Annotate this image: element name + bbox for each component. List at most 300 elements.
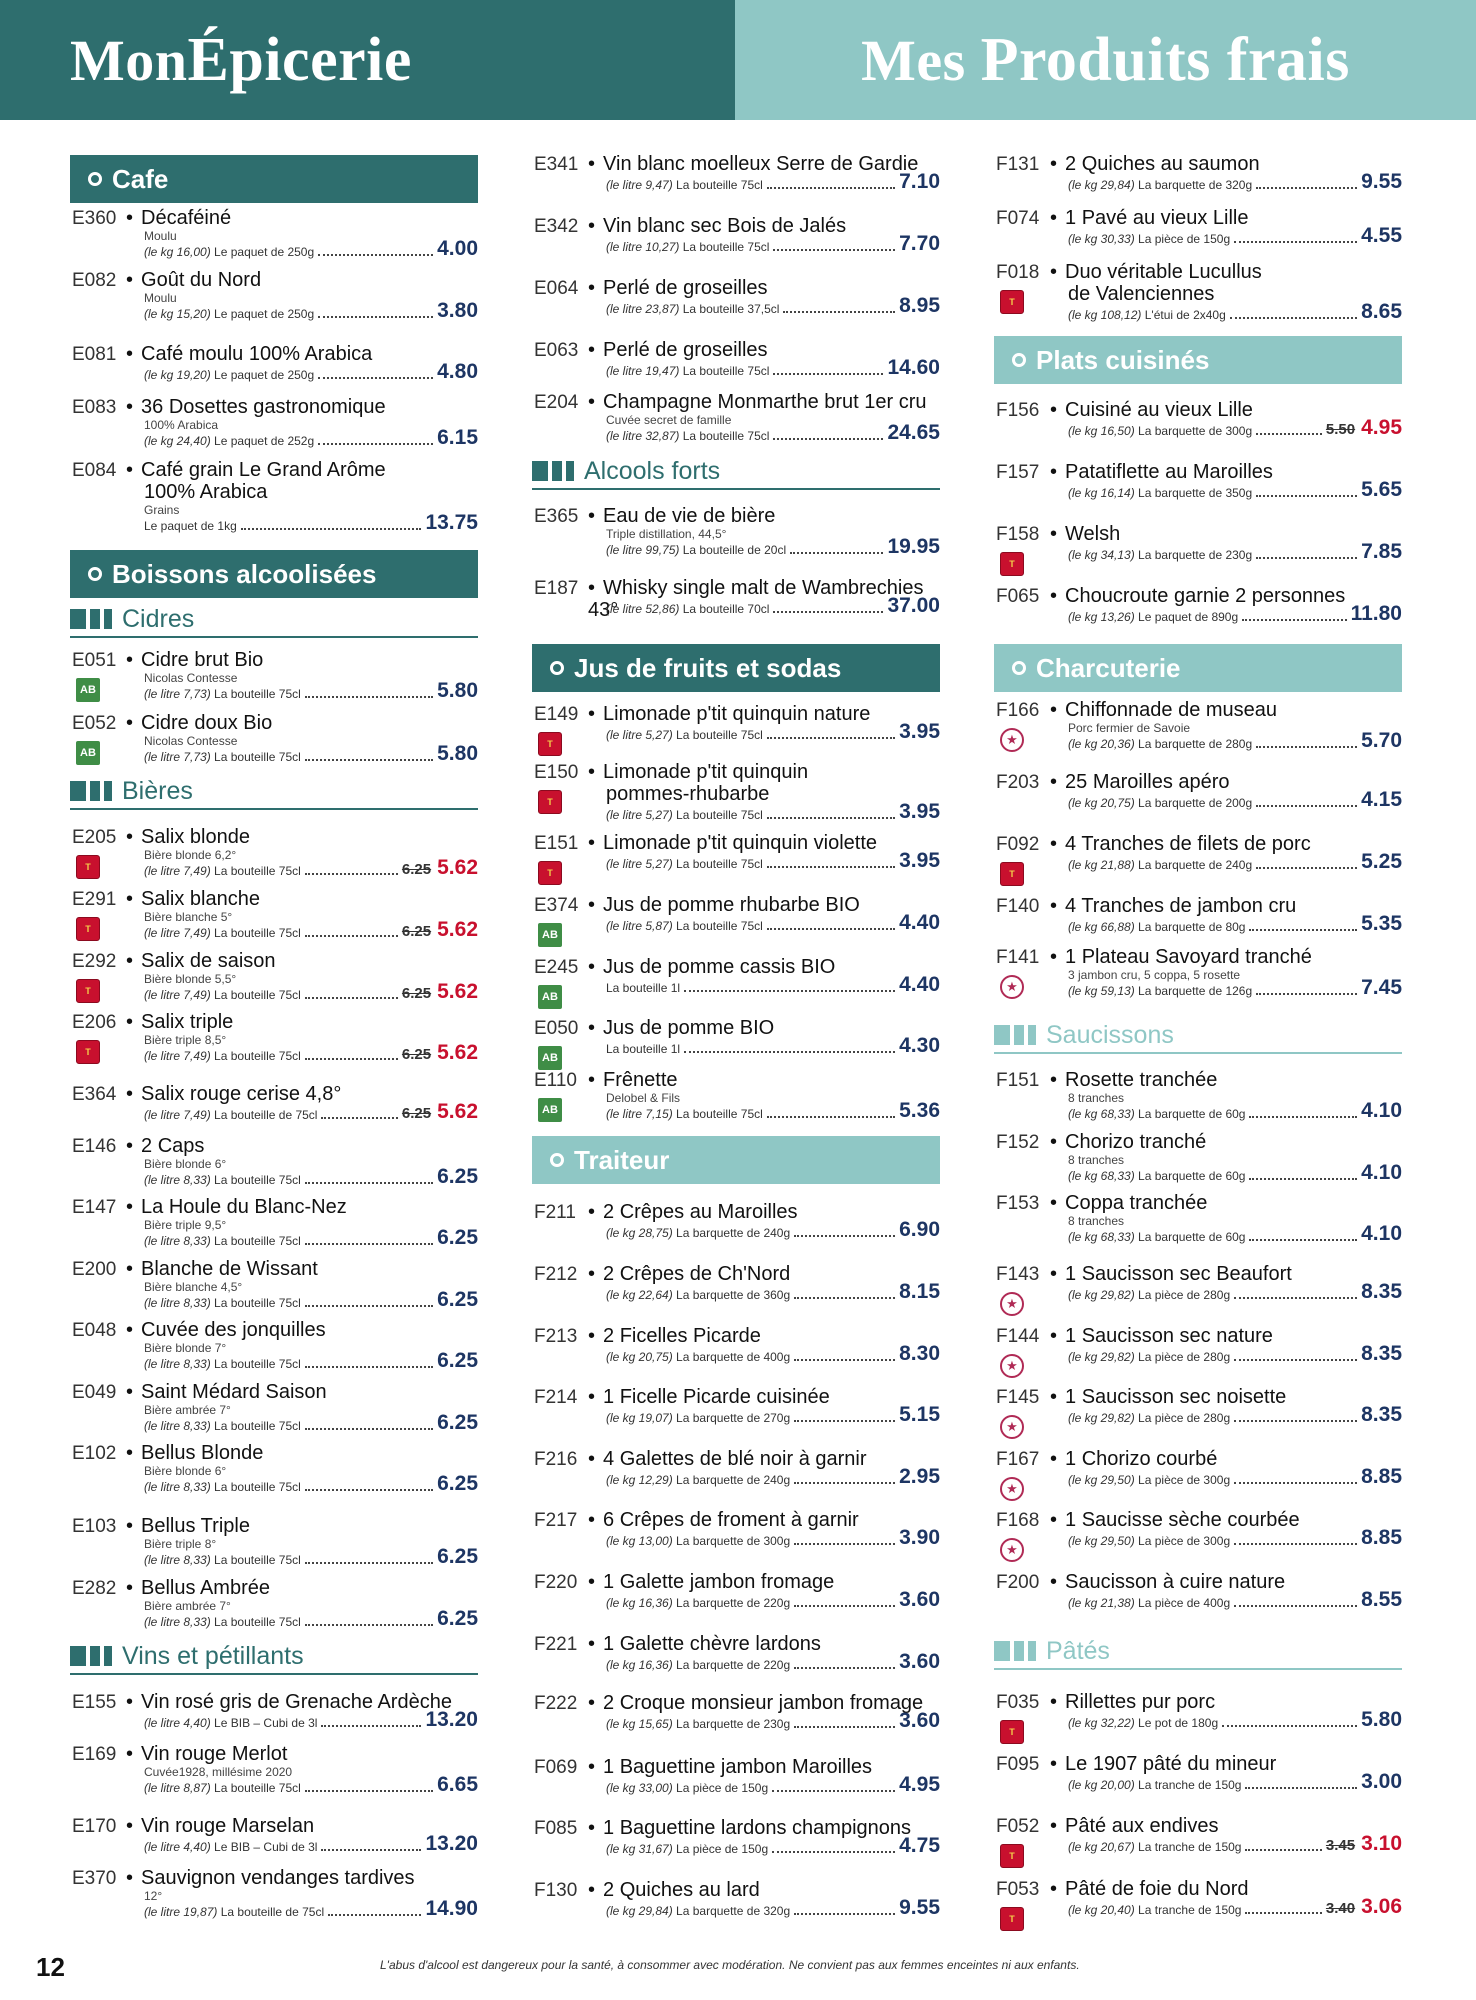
package-format: La barquette de 60g: [1138, 1169, 1246, 1183]
old-price: 5.50: [1325, 421, 1356, 438]
dotted-leader: [772, 1790, 895, 1792]
product-code: E083: [72, 397, 117, 418]
price-line: [1068, 604, 1402, 624]
package-format: La barquette de 280g: [1138, 737, 1253, 751]
package-format: La bouteille 75cl: [214, 1553, 301, 1567]
product-description: Bière blonde 6°: [144, 1157, 227, 1171]
package-format: La tranche de 150g: [1138, 1778, 1242, 1792]
package-format: La pièce de 150g: [676, 1781, 769, 1795]
product-code: F158: [996, 524, 1040, 545]
product-description: Bière blanche 5°: [144, 910, 233, 924]
package-format: La pièce de 280g: [1138, 1411, 1231, 1425]
price: 6.25: [437, 1472, 478, 1495]
unit-price: (le kg 20,00): [1068, 1778, 1135, 1792]
unit-price-label: [1068, 1596, 1230, 1610]
unit-price: (le kg 66,88): [1068, 920, 1135, 934]
price-line: [606, 1528, 940, 1548]
product-name: • Décaféiné: [126, 207, 478, 229]
dotted-leader: [1256, 867, 1357, 869]
section-header-plats: [994, 336, 1402, 384]
price: 4.95: [899, 1773, 940, 1796]
price: 8.35: [1361, 1403, 1402, 1426]
unit-price-label: [1068, 232, 1230, 246]
price-line: [144, 1899, 478, 1919]
dotted-leader: [305, 1366, 433, 1368]
product-name: • Salix blanche: [126, 888, 478, 910]
price: 4.40: [899, 911, 940, 934]
product-name: • Vin blanc moelleux Serre de Gardie: [588, 153, 940, 175]
product-name: • Duo véritable Lucullus: [1050, 261, 1402, 283]
dotted-leader: [305, 1428, 433, 1430]
product-name: • Patatiflette au Maroilles: [1050, 461, 1402, 483]
dotted-leader: [794, 1482, 895, 1484]
price: 3.95: [899, 849, 940, 872]
dotted-leader: [1245, 1912, 1321, 1914]
dotted-leader: [305, 935, 398, 937]
product-description: Bière triple 9,5°: [144, 1218, 227, 1232]
product-name: • Frênette: [588, 1069, 940, 1091]
product-description: Bière triple 8°: [144, 1537, 217, 1551]
unit-price-label: [144, 1173, 301, 1187]
dotted-leader: [1256, 746, 1357, 748]
product-name: • Limonade p'tit quinquin violette: [588, 832, 940, 854]
old-price: 6.25: [401, 861, 432, 878]
product-name: • Bellus Blonde: [126, 1442, 478, 1464]
price: 24.65: [887, 421, 940, 444]
old-price: 6.25: [401, 1105, 432, 1122]
product-description: Bière blonde 6,2°: [144, 848, 237, 862]
unit-price-label: [1068, 1840, 1241, 1854]
product-code: F053: [996, 1879, 1040, 1900]
unit-price: (le litre 8,33): [144, 1553, 211, 1567]
package-format: La barquette de 320g: [1138, 178, 1253, 192]
price-line: [1068, 542, 1402, 562]
bars-icon: [70, 781, 112, 801]
price-line: [606, 296, 940, 316]
package-format: La bouteille 75cl: [676, 1107, 763, 1121]
unit-price-label: [144, 1553, 301, 1567]
dotted-leader: [794, 1605, 895, 1607]
dotted-leader: [305, 1624, 433, 1626]
unit-price: (le kg 19,07): [606, 1411, 673, 1425]
unit-price: (le kg 16,36): [606, 1658, 673, 1672]
dotted-leader: [321, 1117, 397, 1119]
promo-price: 3.06: [1361, 1895, 1402, 1918]
unit-price: (le kg 15,20): [144, 307, 211, 321]
product-name: • Cuisiné au vieux Lille: [1050, 399, 1402, 421]
price-line: [1068, 1224, 1402, 1244]
unit-price-label: [144, 1296, 301, 1310]
package-format: La bouteille 75cl: [214, 926, 301, 940]
package-format: La bouteille 75cl: [676, 857, 763, 871]
dotted-leader: [684, 1051, 895, 1053]
unit-price-label: [144, 1108, 317, 1122]
dotted-leader: [305, 759, 433, 761]
package-format: La barquette de 230g: [676, 1717, 791, 1731]
package-format: La barquette de 230g: [1138, 548, 1253, 562]
price-line: [144, 1834, 478, 1854]
price: 8.95: [899, 294, 940, 317]
product-name: • Café moulu 100% Arabica: [126, 343, 478, 365]
subsection-title: Vins et pétillants: [122, 1641, 304, 1670]
unit-price-label: [144, 926, 301, 940]
dotted-leader: [305, 1243, 433, 1245]
unit-price-label: [606, 1473, 790, 1487]
unit-price-label: [606, 857, 763, 871]
promo-price: 3.10: [1361, 1832, 1402, 1855]
price-line: [1068, 1282, 1402, 1302]
price-line: [144, 239, 478, 259]
dotted-leader: [772, 1851, 895, 1853]
unit-price-label: [144, 1049, 301, 1063]
promo-price: 5.62: [437, 1100, 478, 1123]
product-code: E147: [72, 1197, 117, 1218]
unit-price: (le kg 21,38): [1068, 1596, 1135, 1610]
promo-price: 4.95: [1361, 416, 1402, 439]
product-code: E187: [534, 578, 579, 599]
product-code: F018: [996, 262, 1040, 283]
product-name: • La Houle du Blanc-Nez: [126, 1196, 478, 1218]
package-format: Le paquet de 250g: [214, 307, 315, 321]
product-code: F156: [996, 400, 1040, 421]
product-name: • Goût du Nord: [126, 269, 478, 291]
product-name-line2: 100% Arabica: [144, 481, 268, 503]
price-line: [144, 428, 478, 448]
package-format: La pièce de 280g: [1138, 1350, 1231, 1364]
product-code: E151: [534, 833, 579, 854]
product-name: • Chiffonnade de museau: [1050, 699, 1402, 721]
unit-price: (le litre 7,15): [606, 1107, 673, 1121]
package-format: La pièce de 280g: [1138, 1288, 1231, 1302]
price: 8.15: [899, 1280, 940, 1303]
price-line: [144, 681, 478, 701]
product-code: E064: [534, 278, 579, 299]
dotted-leader: [767, 866, 895, 868]
product-code: E170: [72, 1816, 117, 1837]
price: 5.80: [437, 742, 478, 765]
package-format: La bouteille 1l: [606, 981, 681, 995]
unit-price: (le litre 7,49): [144, 988, 211, 1002]
product-name: • Café grain Le Grand Arôme: [126, 459, 478, 481]
unit-price-label: [144, 1716, 317, 1730]
terroir-label-icon: T: [1000, 1907, 1024, 1931]
section-header-cafe: [70, 155, 478, 203]
price-line: [606, 596, 940, 616]
circle-icon: [550, 661, 564, 675]
unit-price-label: [1068, 1288, 1230, 1302]
dotted-leader: [773, 373, 883, 375]
unit-price-label: [1068, 1778, 1241, 1792]
unit-price: (le kg 13,26): [1068, 610, 1135, 624]
package-format: Le paquet de 250g: [214, 368, 315, 382]
dotted-leader: [318, 316, 433, 318]
unit-price-label: [1068, 1534, 1230, 1548]
dotted-leader: [773, 438, 883, 440]
package-format: La bouteille 75cl: [214, 1480, 301, 1494]
price: 5.15: [899, 1403, 940, 1426]
price-line: [1068, 790, 1402, 810]
price: 19.95: [887, 535, 940, 558]
product-name-line2: de Valenciennes: [1068, 283, 1215, 305]
unit-price-label: [606, 919, 763, 933]
price: 4.10: [1361, 1222, 1402, 1245]
unit-price-label: [144, 1905, 324, 1919]
product-code: F222: [534, 1693, 578, 1714]
product-name: • Chorizo tranché: [1050, 1131, 1402, 1153]
dotted-leader: [794, 1726, 895, 1728]
terroir-label-icon: T: [1000, 1844, 1024, 1868]
product-code: E342: [534, 216, 579, 237]
unit-price: (le litre 7,49): [144, 1049, 211, 1063]
unit-price: (le kg 34,13): [1068, 548, 1135, 562]
product-code: F212: [534, 1264, 578, 1285]
subsection-title: Saucissons: [1046, 1020, 1174, 1049]
price: 7.45: [1361, 976, 1402, 999]
section-title: Boissons alcoolisées: [112, 558, 377, 589]
banner-epicerie: [0, 0, 735, 120]
price: 9.55: [899, 1896, 940, 1919]
product-name: • Pâté aux endives: [1050, 1815, 1402, 1837]
unit-price: (le kg 29,82): [1068, 1411, 1135, 1425]
unit-price-label: [144, 245, 314, 259]
terroir-label-icon: T: [76, 855, 100, 879]
product-name: • Whisky single malt de Wambrechies 43°: [588, 577, 940, 621]
product-description: Bière ambrée 7°: [144, 1599, 231, 1613]
unit-price-label: [606, 429, 769, 443]
product-name: • 1 Galette jambon fromage: [588, 1571, 940, 1593]
dotted-leader: [773, 249, 895, 251]
circle-icon: [1012, 661, 1026, 675]
price: 6.25: [437, 1545, 478, 1568]
price-line: [1068, 1834, 1402, 1854]
dotted-leader: [1249, 1178, 1357, 1180]
price: 6.25: [437, 1288, 478, 1311]
price-line: [1068, 1772, 1402, 1792]
subsection-header-bieres: [70, 774, 478, 810]
unit-price-label: [1068, 1350, 1230, 1364]
unit-price-label: [1068, 424, 1252, 438]
price-line: [1068, 1344, 1402, 1364]
dotted-leader: [1234, 241, 1357, 243]
product-code: E204: [534, 392, 579, 413]
section-title: Jus de fruits et sodas: [574, 652, 842, 683]
subsection-header-vins: [70, 1639, 478, 1675]
product-code: F141: [996, 947, 1040, 968]
package-format: La bouteille 75cl: [214, 1781, 301, 1795]
price: 14.90: [425, 1897, 478, 1920]
subsection-title: Bières: [122, 776, 193, 805]
price: 6.25: [437, 1226, 478, 1249]
dotted-leader: [305, 1562, 433, 1564]
product-name: • Vin rouge Marselan: [126, 1815, 478, 1837]
banner-produits-frais: [735, 0, 1476, 120]
unit-price: (le litre 4,40): [144, 1716, 211, 1730]
product-name: • 1 Saucisse sèche courbée: [1050, 1509, 1402, 1531]
product-name: • 4 Tranches de filets de porc: [1050, 833, 1402, 855]
product-name: • Bellus Ambrée: [126, 1577, 478, 1599]
unit-price: (le litre 8,87): [144, 1781, 211, 1795]
price-line: [606, 722, 940, 742]
dotted-leader: [794, 1667, 895, 1669]
price: 4.10: [1361, 1099, 1402, 1122]
unit-price-label: [144, 368, 314, 382]
product-name: • 1 Baguettine jambon Maroilles: [588, 1756, 940, 1778]
price-line: [1068, 1710, 1402, 1730]
price: 13.20: [425, 1832, 478, 1855]
price: 6.25: [437, 1349, 478, 1372]
price: 7.70: [899, 232, 940, 255]
unit-price-label: [606, 1350, 790, 1364]
promo-price: 5.62: [437, 918, 478, 941]
unit-price: (le litre 8,33): [144, 1615, 211, 1629]
unit-price: (le kg 20,40): [1068, 1903, 1135, 1917]
product-code: F085: [534, 1818, 578, 1839]
price-line: [606, 851, 940, 871]
product-name: • 1 Galette chèvre lardons: [588, 1633, 940, 1655]
dotted-leader: [794, 1543, 895, 1545]
price-line: [606, 1220, 940, 1240]
product-code: F074: [996, 208, 1040, 229]
price: 3.60: [899, 1588, 940, 1611]
price-line: [606, 537, 940, 557]
dotted-leader: [790, 552, 883, 554]
price: 6.90: [899, 1218, 940, 1241]
package-format: La barquette de 60g: [1138, 1107, 1246, 1121]
price-line: [606, 172, 940, 192]
dotted-leader: [783, 311, 895, 313]
product-description: Bière blonde 6°: [144, 1464, 227, 1478]
product-code: E051: [72, 650, 117, 671]
package-format: La bouteille 75cl: [214, 864, 301, 878]
product-code: E200: [72, 1259, 117, 1280]
package-format: La barquette de 240g: [1138, 858, 1253, 872]
unit-price: (le litre 7,73): [144, 687, 211, 701]
quality-star-icon: ★: [1000, 1354, 1024, 1378]
product-description: 3 jambon cru, 5 coppa, 5 rosette: [1068, 968, 1241, 982]
price-line: [1068, 1467, 1402, 1487]
package-format: La bouteille 75cl: [214, 988, 301, 1002]
product-code: F065: [996, 586, 1040, 607]
terroir-label-icon: T: [76, 979, 100, 1003]
price-line: [606, 1282, 940, 1302]
price: 13.20: [425, 1708, 478, 1731]
unit-price-label: [144, 864, 301, 878]
product-description: Grains: [144, 503, 180, 517]
unit-price: (le litre 8,33): [144, 1296, 211, 1310]
unit-price-label: [144, 1480, 301, 1494]
banner-title-prefix: Mon: [70, 27, 188, 93]
unit-price: (le kg 20,75): [606, 1350, 673, 1364]
dotted-leader: [318, 254, 433, 256]
price-line: [144, 1102, 478, 1122]
old-price: 3.40: [1325, 1900, 1356, 1917]
package-format: Le BIB – Cubi de 3l: [214, 1716, 318, 1730]
dotted-leader: [767, 187, 895, 189]
unit-price-label: [1068, 737, 1252, 751]
section-title: Charcuterie: [1036, 652, 1181, 683]
product-code: F144: [996, 1326, 1040, 1347]
product-name: • Coppa tranchée: [1050, 1192, 1402, 1214]
product-name: • 1 Saucisson sec noisette: [1050, 1386, 1402, 1408]
price-line: [606, 1590, 940, 1610]
section-title: Traiteur: [574, 1144, 670, 1175]
price: 9.55: [1361, 170, 1402, 193]
price-line: [144, 858, 478, 878]
product-name: • 2 Crêpes de Ch'Nord: [588, 1263, 940, 1285]
package-format: La barquette de 240g: [676, 1226, 791, 1240]
price-line: [1068, 302, 1402, 322]
unit-price: (le litre 8,33): [144, 1419, 211, 1433]
unit-price-label: [1068, 1411, 1230, 1425]
product-code: E169: [72, 1744, 117, 1765]
price: 3.60: [899, 1650, 940, 1673]
price-line: [606, 1036, 940, 1056]
price-line: [144, 1609, 478, 1629]
dotted-leader: [767, 737, 895, 739]
promo-price: 5.62: [437, 1041, 478, 1064]
product-name: • Champagne Monmarthe brut 1er cru: [588, 391, 940, 413]
package-format: La barquette de 240g: [676, 1473, 791, 1487]
unit-price-label: [606, 1042, 680, 1056]
product-description: Moulu: [144, 291, 177, 305]
price-line: [1068, 1590, 1402, 1610]
price: 4.55: [1361, 224, 1402, 247]
product-name: • Saucisson à cuire nature: [1050, 1571, 1402, 1593]
price-line: [144, 1228, 478, 1248]
package-format: La bouteille 75cl: [214, 1173, 301, 1187]
package-format: Le BIB – Cubi de 3l: [214, 1840, 318, 1854]
subsection-title: Pâtés: [1046, 1636, 1110, 1665]
product-code: E052: [72, 713, 117, 734]
unit-price-label: [1068, 1903, 1241, 1917]
product-description: 8 tranches: [1068, 1153, 1125, 1167]
unit-price-label: [144, 1234, 301, 1248]
product-name: • Bellus Triple: [126, 1515, 478, 1537]
unit-price: (le kg 13,00): [606, 1534, 673, 1548]
product-code: E365: [534, 506, 579, 527]
dotted-leader: [1234, 1605, 1357, 1607]
product-code: F151: [996, 1070, 1040, 1091]
terroir-label-icon: T: [1000, 1720, 1024, 1744]
product-name: • Vin blanc sec Bois de Jalés: [588, 215, 940, 237]
package-format: La pièce de 400g: [1138, 1596, 1231, 1610]
product-code: F166: [996, 700, 1040, 721]
unit-price-label: [1068, 796, 1252, 810]
product-code: E049: [72, 1382, 117, 1403]
price: 6.25: [437, 1607, 478, 1630]
dotted-leader: [794, 1235, 895, 1237]
price-line: [1068, 1101, 1402, 1121]
product-description: Moulu: [144, 229, 177, 243]
organic-ab-icon: AB: [76, 678, 100, 702]
dotted-leader: [1249, 929, 1357, 931]
bars-icon: [70, 1646, 112, 1666]
price: 6.25: [437, 1411, 478, 1434]
dotted-leader: [241, 528, 422, 530]
dotted-leader: [305, 696, 433, 698]
unit-price-label: [606, 1658, 790, 1672]
unit-price-label: [606, 1411, 790, 1425]
unit-price: (le kg 31,67): [606, 1842, 673, 1856]
old-price: 6.25: [401, 1046, 432, 1063]
product-code: E050: [534, 1018, 579, 1039]
unit-price-label: [1068, 920, 1245, 934]
terroir-label-icon: T: [538, 790, 562, 814]
product-code: F167: [996, 1449, 1040, 1470]
product-name: • 2 Caps: [126, 1135, 478, 1157]
product-description: Nicolas Contesse: [144, 671, 238, 685]
section-header-boissons: [70, 550, 478, 598]
